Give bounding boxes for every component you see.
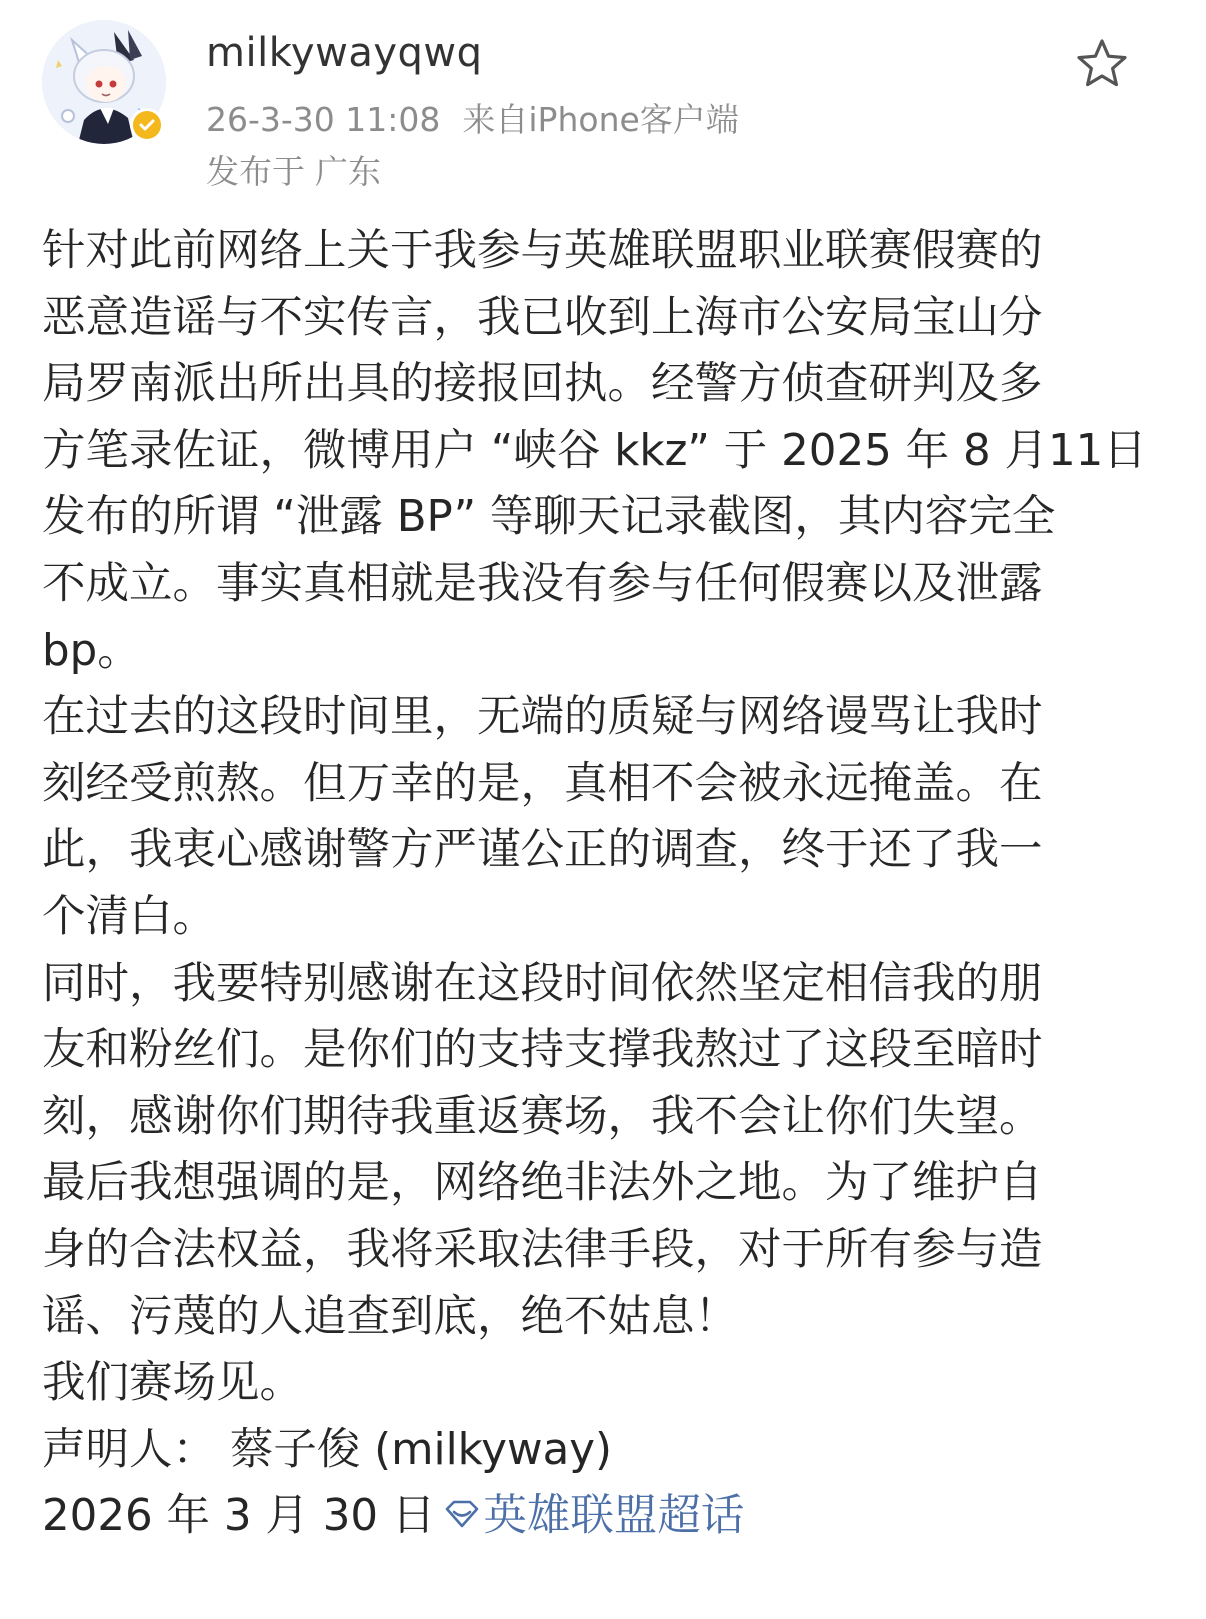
super-topic-diamond-icon — [443, 1482, 481, 1549]
post-line: 发布的所谓 “泄露 BP” 等聊天记录截图，其内容完全 — [42, 492, 1056, 543]
post-line: 声明人： 蔡子俊 (milkyway) — [42, 1424, 613, 1475]
star-icon[interactable] — [1074, 36, 1130, 92]
post-date: 2026 年 3 月 30 日 — [42, 1491, 436, 1542]
post-line: 同时，我要特别感谢在这段时间依然坚定相信我的朋 — [42, 958, 1043, 1009]
post-line: 此，我衷心感谢警方严谨公正的调查，终于还了我一 — [42, 825, 1043, 876]
post-line: 刻经受煎熬。但万幸的是，真相不会被永远掩盖。在 — [42, 758, 1043, 809]
post-line: 恶意造谣与不实传言，我已收到上海市公安局宝山分 — [42, 292, 1043, 343]
post-line: 我们赛场见。 — [42, 1358, 303, 1409]
post-line: 身的合法权益，我将采取法律手段，对于所有参与造 — [42, 1224, 1043, 1275]
username[interactable]: milkywayqwq — [206, 30, 483, 76]
post-line: 友和粉丝们。是你们的支持支撑我熬过了这段至暗时 — [42, 1025, 1043, 1076]
post-meta — [206, 94, 739, 141]
post-line: 个清白。 — [42, 891, 216, 942]
post-header — [0, 0, 1206, 215]
post-date-line — [42, 1483, 1167, 1552]
post-line: 最后我想强调的是，网络绝非法外之地。为了维护自 — [42, 1158, 1043, 1209]
post-line: 局罗南派出所出具的接报回执。经警方侦查研判及多 — [42, 359, 1043, 410]
verified-check-icon — [133, 111, 161, 139]
post-body — [42, 218, 1167, 1552]
post-line: bp。 — [42, 625, 141, 676]
post-line: 在过去的这段时间里，无端的质疑与网络谩骂让我时 — [42, 692, 1043, 743]
location-label: 发布于 — [206, 152, 305, 191]
verified-badge — [130, 108, 164, 142]
topic-label: 英雄联盟超话 — [483, 1491, 745, 1542]
post-line: 刻，感谢你们期待我重返赛场，我不会让你们失望。 — [42, 1091, 1043, 1142]
location-value: 广东 — [315, 152, 381, 191]
post-line: 不成立。事实真相就是我没有参与任何假赛以及泄露 — [42, 558, 1043, 609]
topic-link[interactable] — [435, 1491, 744, 1541]
post-line: 方笔录佐证，微博用户 “峡谷 kkz” 于 2025 年 8 月11日 — [42, 425, 1147, 476]
post-line: 针对此前网络上关于我参与英雄联盟职业联赛假赛的 — [42, 226, 1043, 276]
post-timestamp: 26-3-30 11:08 — [206, 100, 441, 139]
post-source: 来自iPhone客户端 — [462, 100, 739, 139]
post-line: 谣、污蔑的人追查到底，绝不姑息！ — [42, 1291, 738, 1342]
post-location — [206, 146, 381, 193]
